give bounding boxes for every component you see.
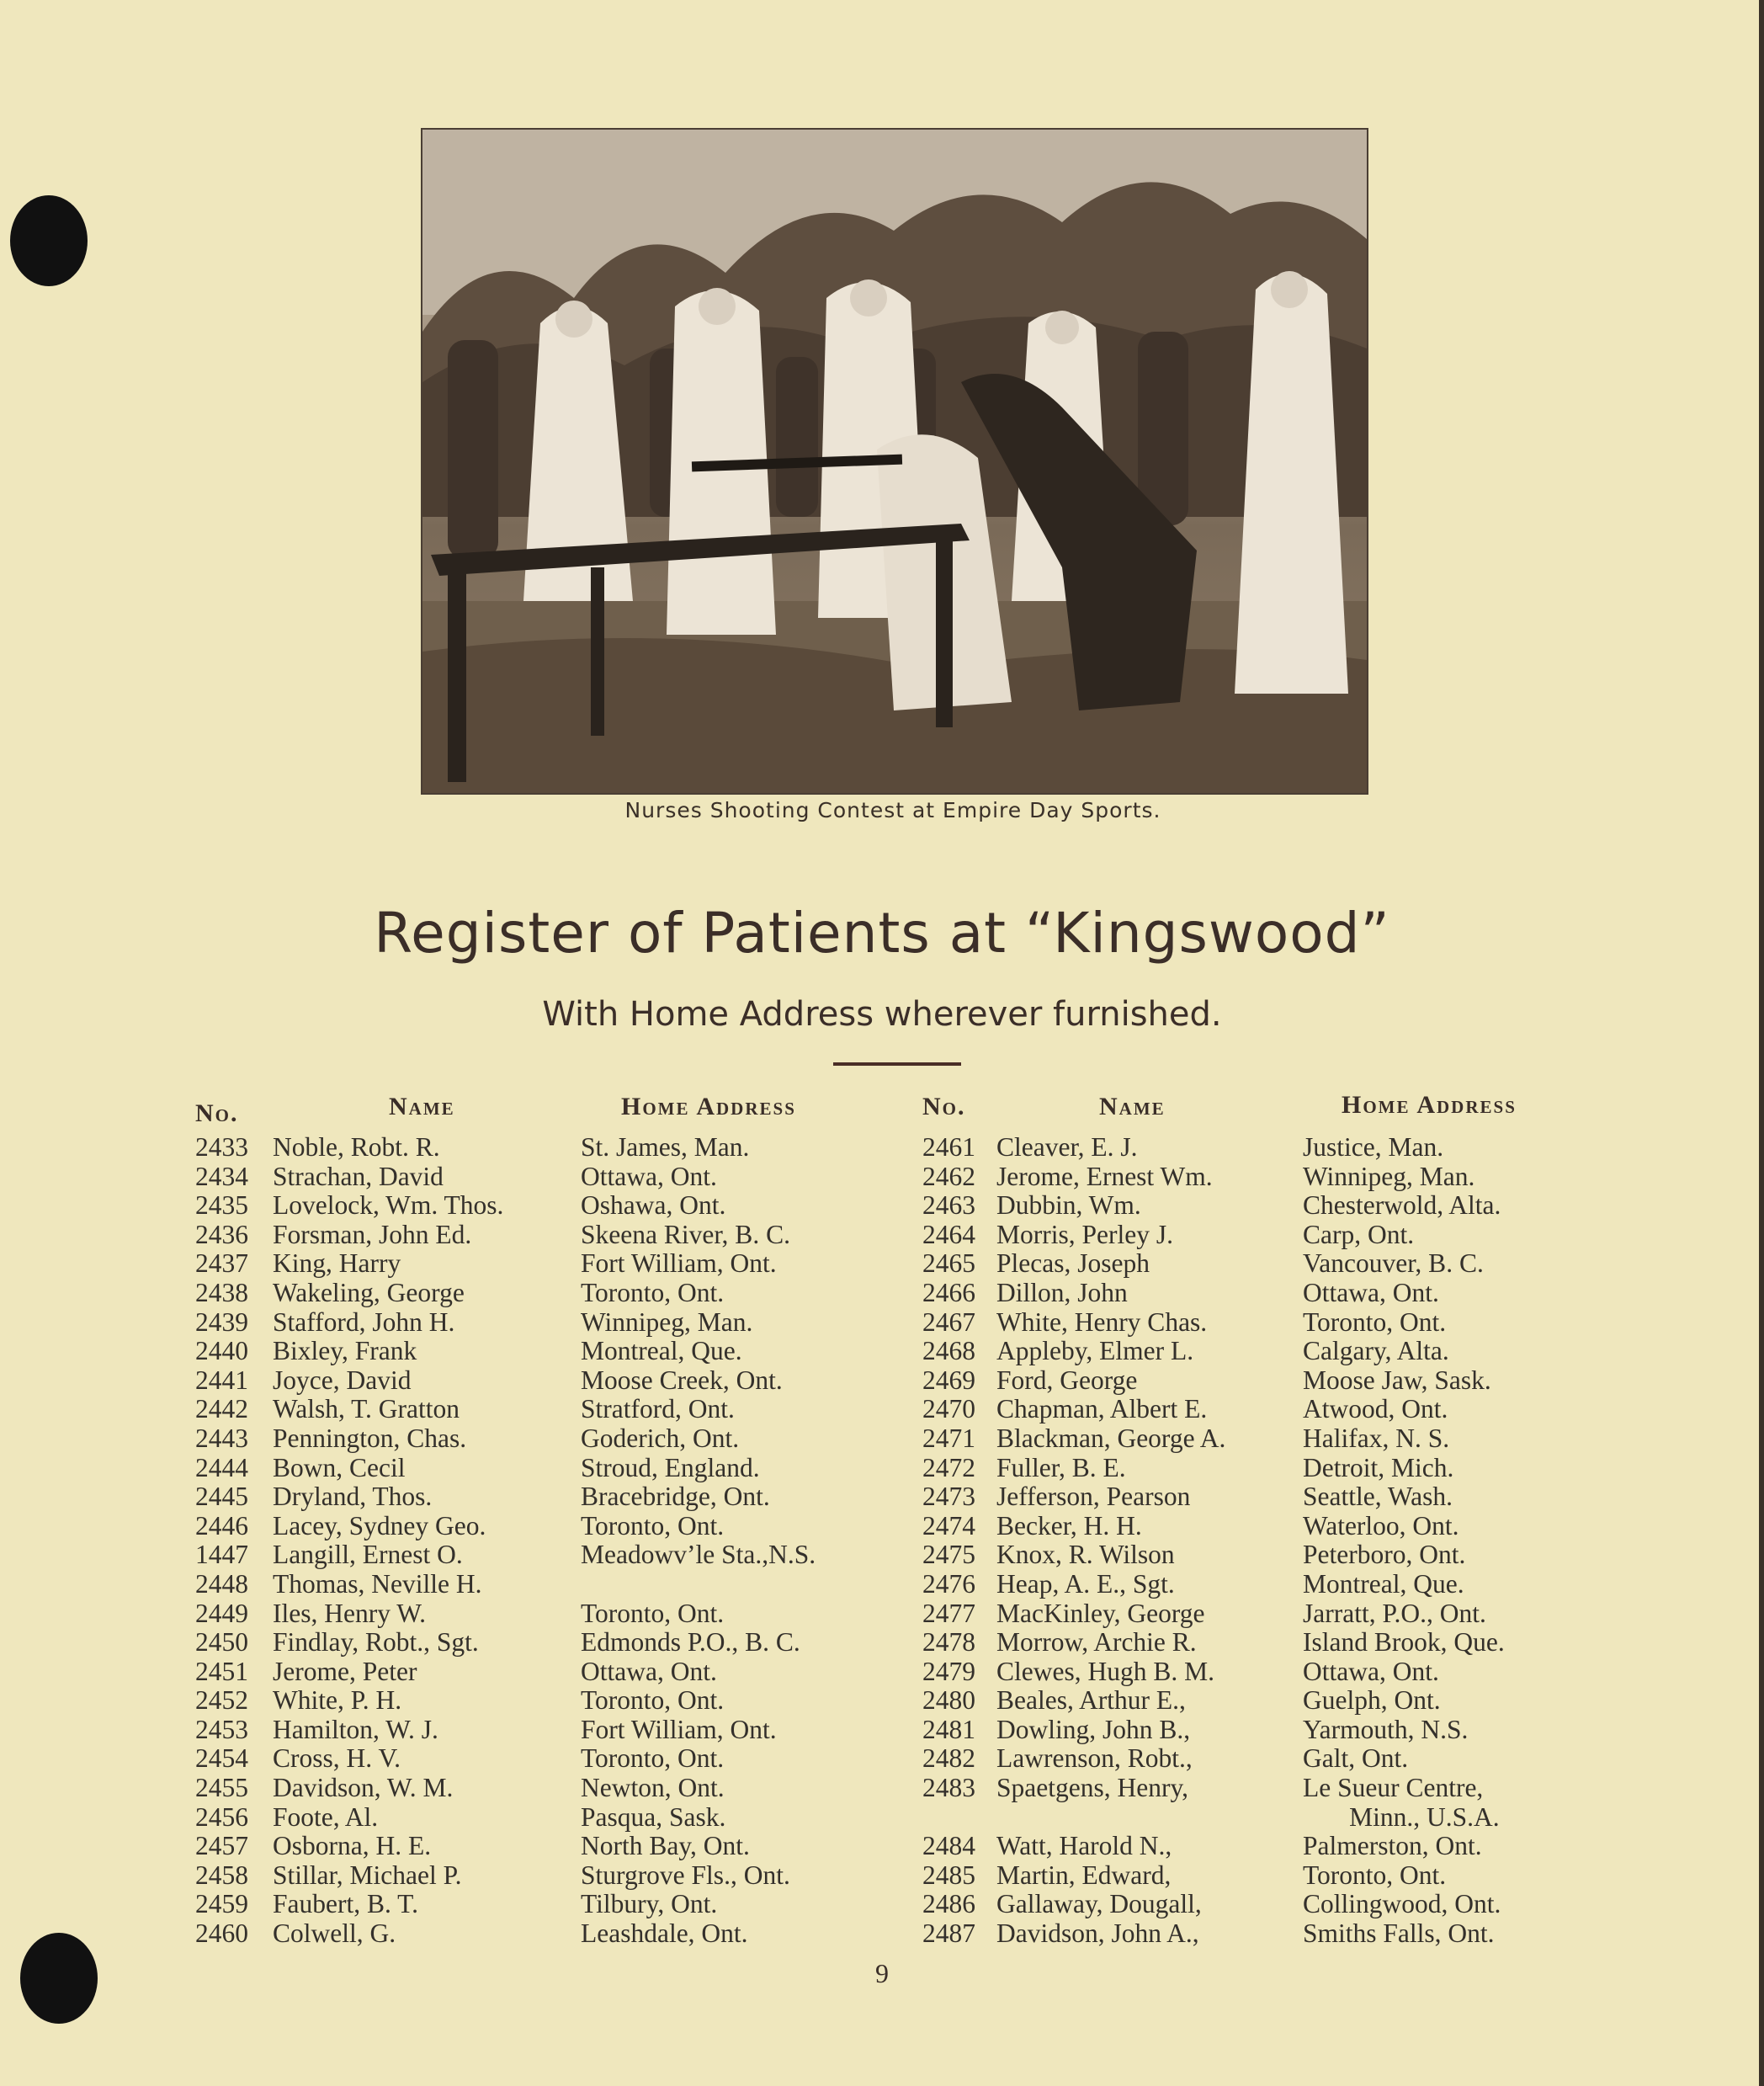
table-cell: Findlay, Robt., Sgt. <box>273 1627 479 1658</box>
table-cell: 2477 <box>922 1598 975 1628</box>
table-cell: Toronto, Ont. <box>581 1598 725 1628</box>
table-cell: Beales, Arthur E., <box>996 1685 1186 1716</box>
table-cell: White, P. H. <box>273 1685 402 1716</box>
table-cell <box>996 1803 1225 1833</box>
table-cell: Palmerston, Ont. <box>1303 1831 1482 1861</box>
table-cell: 2452 <box>195 1685 248 1716</box>
table-cell: 2446 <box>195 1510 248 1541</box>
header-no-left: No. <box>195 1099 239 1127</box>
table-cell: Collingwood, Ont. <box>1303 1889 1501 1919</box>
table-cell: Blackman, George A. <box>996 1423 1226 1453</box>
table-cell: Dubbin, Wm. <box>996 1190 1141 1221</box>
table-cell: Pennington, Chas. <box>273 1423 467 1453</box>
table-cell: King, Harry <box>273 1248 401 1279</box>
left-names-column <box>273 1133 503 1949</box>
table-cell: St. James, Man. <box>581 1132 750 1162</box>
table-cell: Plecas, Joseph <box>996 1248 1150 1279</box>
table-cell: Ottawa, Ont. <box>581 1656 717 1686</box>
table-cell: 2476 <box>922 1568 975 1599</box>
table-cell: Ford, George <box>996 1365 1138 1395</box>
table-cell: 2485 <box>922 1860 975 1890</box>
table-cell: Chapman, Albert E. <box>996 1394 1208 1424</box>
table-cell: Jerome, Peter <box>273 1656 417 1686</box>
table-cell: 2433 <box>195 1132 248 1162</box>
photo-caption: Nurses Shooting Contest at Empire Day Sports. <box>624 798 1161 822</box>
table-cell: Fuller, B. E. <box>996 1452 1126 1482</box>
table-cell: Bixley, Frank <box>273 1336 417 1366</box>
photo-illustration <box>422 130 1367 793</box>
table-cell: Galt, Ont. <box>1303 1743 1409 1774</box>
table-cell: Ottawa, Ont. <box>1303 1656 1439 1686</box>
table-cell: 2438 <box>195 1277 248 1307</box>
table-cell: Lacey, Sydney Geo. <box>273 1510 486 1541</box>
table-cell: Bracebridge, Ont. <box>581 1482 770 1512</box>
table-cell: Wakeling, George <box>273 1277 465 1307</box>
table-cell: 1447 <box>195 1540 248 1570</box>
table-cell: 2464 <box>922 1219 975 1249</box>
table-cell: Forsman, John Ed. <box>273 1219 472 1249</box>
table-cell: 2472 <box>922 1452 975 1482</box>
nurses-shooting-photo <box>421 128 1368 795</box>
table-cell: Martin, Edward, <box>996 1860 1172 1890</box>
table-cell: Jarratt, P.O., Ont. <box>1303 1598 1486 1628</box>
table-cell: 2482 <box>922 1743 975 1774</box>
page-edge <box>1759 0 1764 2086</box>
table-cell: Toronto, Ont. <box>581 1277 725 1307</box>
table-cell: Meadowv’le Sta.,N.S. <box>581 1540 816 1570</box>
table-cell: Cleaver, E. J. <box>996 1132 1138 1162</box>
table-cell: Yarmouth, N.S. <box>1303 1714 1469 1744</box>
table-cell: Noble, Robt. R. <box>273 1132 440 1162</box>
table-cell: 2474 <box>922 1510 975 1541</box>
table-cell: 2448 <box>195 1568 248 1599</box>
table-cell: Ottawa, Ont. <box>1303 1277 1439 1307</box>
table-cell: Watt, Harold N., <box>996 1831 1172 1861</box>
table-cell: Lovelock, Wm. Thos. <box>273 1190 504 1221</box>
table-cell: 2465 <box>922 1248 975 1279</box>
table-cell: Montreal, Que. <box>581 1336 742 1366</box>
table-cell: Seattle, Wash. <box>1303 1482 1453 1512</box>
table-cell: Becker, H. H. <box>996 1510 1142 1541</box>
table-cell: 2480 <box>922 1685 975 1716</box>
table-cell: Osborna, H. E. <box>273 1831 432 1861</box>
table-cell: Toronto, Ont. <box>581 1685 725 1716</box>
table-cell: Stroud, England. <box>581 1452 760 1482</box>
table-cell: Winnipeg, Man. <box>581 1306 753 1337</box>
table-cell: 2445 <box>195 1482 248 1512</box>
table-cell: Oshawa, Ont. <box>581 1190 726 1221</box>
table-cell: MacKinley, George <box>996 1598 1205 1628</box>
table-cell: 2470 <box>922 1394 975 1424</box>
table-cell: Davidson, John A., <box>996 1918 1199 1949</box>
table-cell: Pasqua, Sask. <box>581 1801 726 1832</box>
table-cell: 2450 <box>195 1627 248 1658</box>
table-cell: Tilbury, Ont. <box>581 1889 718 1919</box>
table-cell: Justice, Man. <box>1303 1132 1444 1162</box>
table-cell: Smiths Falls, Ont. <box>1303 1918 1495 1949</box>
table-cell: Thomas, Neville H. <box>273 1568 482 1599</box>
table-cell: Island Brook, Que. <box>1303 1627 1505 1658</box>
table-cell: Skeena River, B. C. <box>581 1219 790 1249</box>
punch-hole-top <box>10 195 88 286</box>
table-cell: 2439 <box>195 1306 248 1337</box>
table-cell: Jefferson, Pearson <box>996 1482 1191 1512</box>
table-cell: 2449 <box>195 1598 248 1628</box>
table-cell: 2455 <box>195 1773 248 1803</box>
table-cell: Stafford, John H. <box>273 1306 455 1337</box>
table-cell: 2451 <box>195 1656 248 1686</box>
table-cell: Hamilton, W. J. <box>273 1714 438 1744</box>
table-cell: Dryland, Thos. <box>273 1482 433 1512</box>
table-cell: Joyce, David <box>273 1365 412 1395</box>
table-cell: Edmonds P.O., B. C. <box>581 1627 800 1658</box>
table-cell: Toronto, Ont. <box>581 1510 725 1541</box>
header-address-right: Home Address <box>1342 1091 1517 1119</box>
table-cell: White, Henry Chas. <box>996 1306 1208 1337</box>
table-cell: Fort William, Ont. <box>581 1714 777 1744</box>
table-cell: Spaetgens, Henry, <box>996 1773 1189 1803</box>
right-names-column <box>996 1133 1225 1949</box>
table-cell: 2483 <box>922 1773 975 1803</box>
table-cell: Chesterwold, Alta. <box>1303 1190 1501 1221</box>
table-cell: 2486 <box>922 1889 975 1919</box>
table-cell: Faubert, B. T. <box>273 1889 418 1919</box>
page-title: Register of Patients at “Kingswood” <box>374 901 1390 966</box>
header-name-right: Name <box>1099 1093 1166 1120</box>
right-addresses-column <box>1303 1133 1505 1949</box>
table-cell: Foote, Al. <box>273 1801 379 1832</box>
table-cell: 2475 <box>922 1540 975 1570</box>
header-address-left: Home Address <box>621 1093 796 1120</box>
table-cell: 2441 <box>195 1365 248 1395</box>
table-cell: 2442 <box>195 1394 248 1424</box>
table-cell: Heap, A. E., Sgt. <box>996 1568 1175 1599</box>
table-cell: 2468 <box>922 1336 975 1366</box>
table-cell: Stratford, Ont. <box>581 1394 735 1424</box>
table-cell: Detroit, Mich. <box>1303 1452 1454 1482</box>
table-cell: Moose Jaw, Sask. <box>1303 1365 1491 1395</box>
table-cell: 2459 <box>195 1889 248 1919</box>
table-cell: Minn., U.S.A. <box>1303 1801 1500 1832</box>
table-cell: Dillon, John <box>996 1277 1128 1307</box>
table-cell: Clewes, Hugh B. M. <box>996 1656 1214 1686</box>
table-cell: Goderich, Ont. <box>581 1423 740 1453</box>
table-cell: Vancouver, B. C. <box>1303 1248 1484 1279</box>
header-name-left: Name <box>389 1093 455 1120</box>
table-cell: Lawrenson, Robt., <box>996 1743 1193 1774</box>
table-cell: Jerome, Ernest Wm. <box>996 1161 1213 1191</box>
table-cell: 2463 <box>922 1190 975 1221</box>
table-cell: Ottawa, Ont. <box>581 1161 717 1191</box>
table-cell: 2466 <box>922 1277 975 1307</box>
table-cell: Carp, Ont. <box>1303 1219 1415 1249</box>
table-cell: Gallaway, Dougall, <box>996 1889 1202 1919</box>
table-cell: Colwell, G. <box>273 1918 396 1949</box>
table-cell: Newton, Ont. <box>581 1773 725 1803</box>
table-cell: Fort William, Ont. <box>581 1248 777 1279</box>
table-cell: Sturgrove Fls., Ont. <box>581 1860 790 1890</box>
table-cell: 2467 <box>922 1306 975 1337</box>
table-cell <box>922 1803 975 1833</box>
table-cell: 2440 <box>195 1336 248 1366</box>
table-cell: 2461 <box>922 1132 975 1162</box>
table-cell: 2458 <box>195 1860 248 1890</box>
table-cell: Langill, Ernest O. <box>273 1540 463 1570</box>
table-cell: 2453 <box>195 1714 248 1744</box>
table-cell: 2469 <box>922 1365 975 1395</box>
table-cell: Waterloo, Ont. <box>1303 1510 1459 1541</box>
table-cell: Iles, Henry W. <box>273 1598 426 1628</box>
left-numbers-column <box>195 1133 248 1949</box>
table-cell: 2462 <box>922 1161 975 1191</box>
table-cell: 2454 <box>195 1743 248 1774</box>
divider-rule <box>833 1062 961 1066</box>
page-number: 9 <box>875 1958 889 1988</box>
table-cell: Bown, Cecil <box>273 1452 406 1482</box>
table-cell: Davidson, W. M. <box>273 1773 454 1803</box>
table-cell: Stillar, Michael P. <box>273 1860 462 1890</box>
table-cell: Morrow, Archie R. <box>996 1627 1197 1658</box>
header-no-right: No. <box>922 1093 966 1120</box>
table-cell: 2443 <box>195 1423 248 1453</box>
table-cell: Toronto, Ont. <box>1303 1306 1447 1337</box>
table-cell: 2457 <box>195 1831 248 1861</box>
table-cell: 2435 <box>195 1190 248 1221</box>
table-cell: 2481 <box>922 1714 975 1744</box>
table-cell: 2471 <box>922 1423 975 1453</box>
table-cell: Strachan, David <box>273 1161 444 1191</box>
table-cell: 2460 <box>195 1918 248 1949</box>
table-cell: 2484 <box>922 1831 975 1861</box>
table-cell: Knox, R. Wilson <box>996 1540 1175 1570</box>
table-cell: Le Sueur Centre, <box>1303 1773 1484 1803</box>
right-numbers-column <box>922 1133 975 1949</box>
table-cell: Peterboro, Ont. <box>1303 1540 1466 1570</box>
table-cell: Halifax, N. S. <box>1303 1423 1450 1453</box>
table-cell: Cross, H. V. <box>273 1743 401 1774</box>
table-cell: 2479 <box>922 1656 975 1686</box>
table-cell: Montreal, Que. <box>1303 1568 1464 1599</box>
table-cell: Leashdale, Ont. <box>581 1918 748 1949</box>
table-cell: Toronto, Ont. <box>581 1743 725 1774</box>
table-cell: Morris, Perley J. <box>996 1219 1173 1249</box>
page-subtitle: With Home Address wherever furnished. <box>542 995 1222 1034</box>
table-cell: 2456 <box>195 1801 248 1832</box>
table-cell: 2434 <box>195 1161 248 1191</box>
table-cell: Appleby, Elmer L. <box>996 1336 1194 1366</box>
table-cell: 2473 <box>922 1482 975 1512</box>
table-cell: 2436 <box>195 1219 248 1249</box>
table-cell: North Bay, Ont. <box>581 1831 750 1861</box>
left-addresses-column <box>581 1133 816 1949</box>
table-cell <box>581 1570 816 1599</box>
table-cell: 2444 <box>195 1452 248 1482</box>
table-cell: Walsh, T. Gratton <box>273 1394 460 1424</box>
table-cell: Calgary, Alta. <box>1303 1336 1449 1366</box>
table-cell: Winnipeg, Man. <box>1303 1161 1475 1191</box>
table-cell: Guelph, Ont. <box>1303 1685 1441 1716</box>
table-cell: Dowling, John B., <box>996 1714 1191 1744</box>
table-cell: Toronto, Ont. <box>1303 1860 1447 1890</box>
table-cell: Moose Creek, Ont. <box>581 1365 783 1395</box>
table-cell: 2437 <box>195 1248 248 1279</box>
table-cell: 2478 <box>922 1627 975 1658</box>
table-cell: 2487 <box>922 1918 975 1949</box>
table-cell: Atwood, Ont. <box>1303 1394 1448 1424</box>
